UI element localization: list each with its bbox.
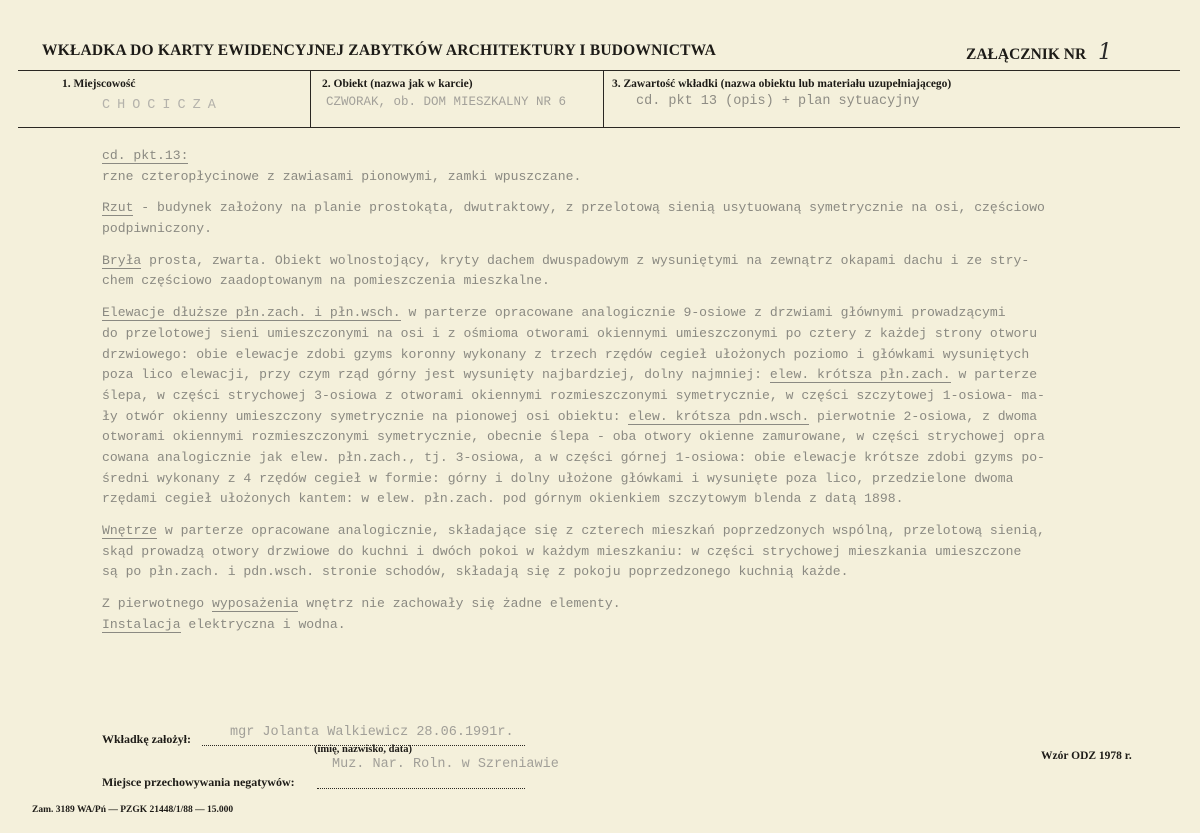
- paragraph-gap: [102, 510, 1112, 521]
- underlined-term: Bryła: [102, 252, 142, 268]
- text-line: Z pierwotnego wyposażenia wnętrz nie zachowały się żadne elementy.: [102, 596, 621, 612]
- prepared-label: Wkładkę założył:: [102, 732, 191, 746]
- table-divider-1: [310, 70, 311, 127]
- annex-block: [966, 40, 1112, 65]
- text-line: [102, 146, 1112, 167]
- underlined-term: Elewacje dłuższe płn.zach. i płn.wsch.: [102, 305, 401, 321]
- text-line: Elewacje dłuższe płn.zach. i płn.wsch. w parterze opracowane analogicznie 9-osiowe z drzwiami głównymi prowadzącymi: [102, 305, 1006, 321]
- text-line: Rzut - budynek założony na planie prostokąta, dwutraktowy, z przelotową sienią usytuowaną symetrycznie na osi, częściowo: [102, 200, 1045, 216]
- text-line: otworami okiennymi rozmieszczonymi symetrycznie, obecnie ślepa - oba otwory okienne zamurowane, w części strychowej opra: [102, 429, 1045, 445]
- contents-label: 3. Zawartość wkładki (nazwa obiektu lub materiału uzupełniającego): [612, 78, 952, 90]
- object-label: 2. Obiekt (nazwa jak w karcie): [322, 78, 473, 90]
- underlined-term: wyposażenia: [212, 596, 299, 612]
- text-line: średni wykonany z 4 rzędów cegieł w formie: górny i dolny ułożone główkami i wysunięte poza lico, przedzielone dwoma: [102, 470, 1014, 486]
- table-divider-2: [603, 70, 604, 127]
- table-top-rule: [18, 70, 1180, 71]
- annex-label: ZAŁĄCZNIK NR: [966, 46, 1087, 63]
- contents-value: cd. pkt 13 (opis) + plan sytuacyjny: [636, 94, 920, 109]
- underlined-term: elew. krótsza pdn.wsch.: [628, 408, 810, 424]
- paragraph-gap: [102, 583, 1112, 594]
- annex-number: 1: [1098, 40, 1113, 65]
- print-code: Zam. 3189 WA/Pń — PZGK 21448/1/88 — 15.000: [32, 805, 234, 815]
- paragraph-gap: [102, 292, 1112, 303]
- text-line: są po płn.zach. i pdn.wsch. stronie schodów, składają się z pokoju poprzedzonego kuchnią każde.: [102, 564, 849, 580]
- underlined-term: Rzut: [102, 200, 134, 216]
- text-line: ślepa, w części strychowej 3-osiowa z otworami okiennymi rozmieszczonymi symetrycznie, w części szczytowej 1-osiowa- ma-: [102, 387, 1045, 403]
- text-line: ły otwór okienny umieszczony symetrycznie na pionowej osi obiektu: elew. krótsza pdn.wsch. pierwotnie 2-osiowa, z dwoma: [102, 408, 1038, 424]
- location-label: 1. Miejscowość: [62, 78, 136, 90]
- text-line: Bryła prosta, zwarta. Obiekt wolnostojący, kryty dachem dwuspadowym z wysuniętymi na zewnątrz okapami dachu i ze stry-: [102, 252, 1030, 268]
- form-reference: Wzór ODZ 1978 r.: [1041, 750, 1132, 762]
- table-bottom-rule: [18, 127, 1180, 128]
- storage-label: Miejsce przechowywania negatywów:: [102, 775, 295, 789]
- text-line: poza lico elewacji, przy czym rząd górny jest wysunięty najbardziej, dolny najmniej: elew. krótsza płn.zach. w parterze: [102, 367, 1038, 383]
- text-line: podpiwniczony.: [102, 221, 213, 237]
- prepared-value: mgr Jolanta Walkiewicz 28.06.1991r.: [230, 725, 514, 740]
- text-line: cowana analogicznie jak elew. płn.zach., tj. 3-osiowa, a w części górnej 1-osiowa: obie elewacje krótsze zdobi gzyms po-: [102, 449, 1045, 465]
- description-text: [102, 146, 1112, 635]
- text-line: Wnętrze w parterze opracowane analogicznie, składające się z czterech mieszkań poprzedzonych wspólną, przelotową sienią,: [102, 523, 1045, 538]
- paragraph-gap: [102, 240, 1112, 251]
- underlined-term: elew. krótsza płn.zach.: [769, 367, 951, 383]
- sheet-header: [18, 34, 1178, 66]
- underlined-term: Instalacja: [102, 616, 181, 632]
- text-line: Instalacja elektryczna i wodna.: [102, 616, 346, 632]
- underlined-term: cd. pkt.13:: [102, 148, 189, 163]
- text-line: chem częściowo zaadoptowanym na pomieszczenia mieszkalne.: [102, 273, 550, 289]
- text-line: rzędami cegieł ułożonych kantem: w elew. płn.zach. pod górnym okienkiem szczytowym blenda z datą 1898.: [102, 491, 904, 507]
- storage-value: Muz. Nar. Roln. w Szreniawie: [332, 757, 559, 772]
- object-value: CZWORAK, ob. DOM MIESZKALNY NR 6: [326, 95, 567, 109]
- text-line: skąd prowadzą otwory drzwiowe do kuchni i dwóch pokoi w każdym mieszkaniu: w części strychowej mieszkania umieszczone: [102, 543, 1022, 559]
- sheet-title: WKŁADKA DO KARTY EWIDENCYJNEJ ZABYTKÓW ARCHITEKTURY I BUDOWNICTWA: [42, 42, 717, 59]
- location-value: CHOCICZA: [102, 98, 223, 113]
- text-line: drzwiowego: obie elewacje zdobi gzyms koronny wykonany z trzech rzędów cegieł ułożonych poziomo i główkami wysuniętych: [102, 346, 1030, 362]
- paragraph-gap: [102, 187, 1112, 198]
- prepared-caption: (imię, nazwisko, data): [314, 744, 412, 755]
- storage-dotline: [317, 788, 525, 789]
- text-line: do przelotowej sieni umieszczonymi na osi i z ośmioma otworami okiennymi umieszczonymi po cztery z każdej strony otworu: [102, 325, 1038, 341]
- underlined-term: Wnętrze: [102, 523, 158, 538]
- text-line: rzne czteropłycinowe z zawiasami pionowymi, zamki wpuszczane.: [102, 168, 582, 184]
